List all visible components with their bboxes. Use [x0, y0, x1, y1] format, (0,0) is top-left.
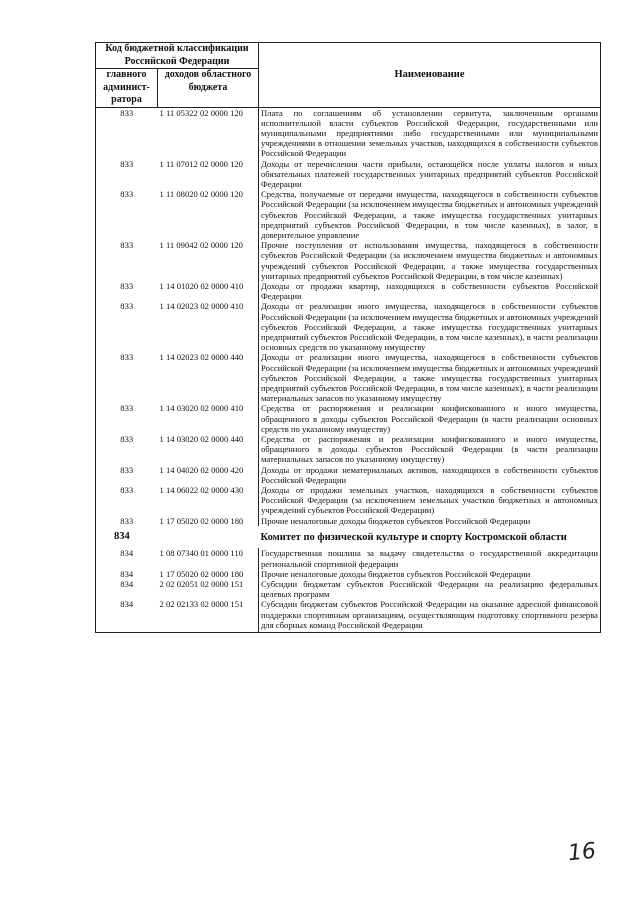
- row-description: Субсидии бюджетам субъектов Российской Федерации на реализацию федеральных целевых программ: [259, 579, 601, 599]
- header-income: доходов областного бюджета: [158, 69, 259, 108]
- row-income-code: 1 11 09042 02 0000 120: [159, 240, 243, 251]
- row-income-code: 1 11 07012 02 0000 120: [159, 158, 243, 169]
- row-admin-code: 833: [96, 516, 158, 526]
- row-admin-code: 833: [96, 434, 158, 465]
- row-description: Средства, получаемые от передачи имущества, находящегося в собственности субъектов Российской Федерации (за исключением имущества бюджетных и автономных учреждений субъектов Российской Федерации, а также имущества государственных унитарных предприятий субъектов Российской Федерации, в том числе казенных), в залог, в доверительное управление: [259, 189, 601, 240]
- row-description: Прочие поступления от использования имущества, находящегося в собственности субъектов Российской Федерации (за исключением имущества бюджетных и автономных учреждений субъектов Российской Федерации, а также имущества государственных унитарных предприятий субъектов Российской Федерации, в том числе казенных): [259, 240, 601, 281]
- page-number: 16: [566, 838, 598, 867]
- row-description: Доходы от реализации иного имущества, находящегося в собственности субъектов Российской Федерации (за исключением имущества бюджетных и автономных учреждений субъектов Российской Федерации, а также имущества государственных унитарных предприятий субъектов Российской Федерации, в том числе казенных), в части реализации материальных запасов по указанному имуществу: [259, 352, 601, 403]
- row-description: Плата по соглашениям об установлении сервитута, заключенным органами исполнительной власти субъектов Российской Федерации, государственными или муниципальными предприятиями либо государственными или муниципальными учреждениями в отношении земельных участков, находящихся в собственности субъектов Российской Федерации: [259, 107, 601, 159]
- table-row: [96, 465, 601, 485]
- row-admin-code: 833: [96, 485, 158, 516]
- budget-classification-table: [95, 42, 601, 633]
- row-income-code: 1 14 02023 02 0000 440: [159, 352, 244, 363]
- table-row: [96, 569, 601, 579]
- row-description: Доходы от реализации иного имущества, находящегося в собственности субъектов Российской Федерации (за исключением имущества бюджетных и автономных учреждений субъектов Российской Федерации, а также имущества государственных унитарных предприятий субъектов Российской Федерации, в том числе казенных), в части реализации основных средств по указанному имуществу: [259, 301, 601, 352]
- row-admin-code: 834: [96, 579, 158, 599]
- table-row: [96, 548, 601, 568]
- row-admin-code: 833: [96, 352, 158, 403]
- row-income-code: 1 11 08020 02 0000 120: [159, 189, 243, 200]
- table-row: [96, 434, 601, 465]
- table-row: [96, 240, 601, 281]
- row-description: Доходы от продажи квартир, находящихся в собственности субъектов Российской Федерации: [259, 281, 601, 301]
- row-admin-code: 834: [96, 548, 158, 568]
- row-admin-code: 834: [96, 569, 158, 579]
- row-admin-code: 833: [96, 189, 158, 240]
- section-row: [96, 526, 601, 549]
- row-admin-code: 834: [96, 599, 158, 632]
- row-admin-code: 833: [96, 107, 158, 159]
- header-admin: главного админист-ратора: [96, 69, 158, 108]
- row-income-code: 1 14 01020 02 0000 410: [159, 280, 244, 291]
- table-row: [96, 159, 601, 190]
- header-group-title: Код бюджетной классификации Российской Федерации: [96, 43, 259, 69]
- row-income-code: 1 14 03020 02 0000 440: [159, 434, 244, 444]
- row-income-code: 1 14 06022 02 0000 430: [159, 485, 244, 496]
- table-row: [96, 403, 601, 434]
- row-description: Средства от распоряжения и реализации конфискованного и иного имущества, обращенного в доходы субъектов Российской Федерации (в части реализации материальных запасов по указанному имуществу): [259, 434, 601, 465]
- row-admin-code: 833: [96, 403, 158, 434]
- row-admin-code: 833: [96, 301, 158, 352]
- row-income-code: 1 14 02023 02 0000 410: [159, 301, 244, 312]
- table-row: [96, 485, 601, 516]
- table-row: [96, 107, 601, 159]
- row-description: Прочие неналоговые доходы бюджетов субъектов Российской Федерации: [259, 569, 601, 579]
- row-description: Доходы от перечисления части прибыли, остающейся после уплаты налогов и иных обязательных платежей государственных унитарных предприятий субъектов Российской Федерации: [259, 159, 601, 190]
- row-income-code: 2 02 02051 02 0000 151: [159, 578, 244, 589]
- row-income-code: 1 11 05322 02 0000 120: [159, 107, 243, 118]
- table-row: [96, 579, 601, 599]
- row-income-code: 1 14 04020 02 0000 420: [159, 464, 244, 475]
- row-income-code: 1 17 05020 02 0000 180: [159, 568, 244, 579]
- table-row: [96, 599, 601, 632]
- row-admin-code: 833: [96, 281, 158, 301]
- row-description: Доходы от продажи нематериальных активов, находящихся в собственности субъектов Российской Федерации: [259, 465, 601, 485]
- row-admin-code: 833: [96, 159, 158, 190]
- table-row: [96, 189, 601, 240]
- table-row: [96, 281, 601, 301]
- section-admin-code: 834: [96, 526, 158, 549]
- row-income-code: 1 14 03020 02 0000 410: [159, 403, 244, 414]
- row-admin-code: 833: [96, 240, 158, 281]
- row-description: Государственная пошлина за выдачу свидетельства о государственной аккредитации региональной спортивной федерации: [259, 548, 601, 568]
- table-row: [96, 352, 601, 403]
- section-empty-cell: [158, 526, 259, 549]
- row-income-code: 2 02 02133 02 0000 151: [158, 599, 259, 632]
- row-admin-code: 833: [96, 465, 158, 485]
- table-row: [96, 301, 601, 352]
- row-income-code: 1 17 05020 02 0000 180: [159, 515, 244, 526]
- row-description: Субсидии бюджетам субъектов Российской Федерации на оказание адресной финансовой поддержки спортивным организациям, осуществляющим подготовку спортивного резерва для сборных команд Российской Федерации: [259, 599, 601, 632]
- row-description: Прочие неналоговые доходы бюджетов субъектов Российской Федерации: [259, 516, 601, 526]
- section-title: Комитет по физической культуре и спорту Костромской области: [259, 526, 601, 549]
- row-income-code: 1 08 07340 01 0000 110: [159, 548, 243, 559]
- header-name: Наименование: [259, 43, 601, 108]
- row-description: Доходы от продажи земельных участков, находящихся в собственности субъектов Российской Федерации (за исключением земельных участков бюджетных и автономных учреждений субъектов Российской Федерации): [259, 485, 601, 516]
- table-row: [96, 516, 601, 526]
- row-description: Средства от распоряжения и реализации конфискованного и иного имущества, обращенного в доходы субъектов Российской Федерации (в части реализации основных средств по указанному имуществу): [259, 403, 601, 434]
- budget-table-page: [95, 42, 600, 633]
